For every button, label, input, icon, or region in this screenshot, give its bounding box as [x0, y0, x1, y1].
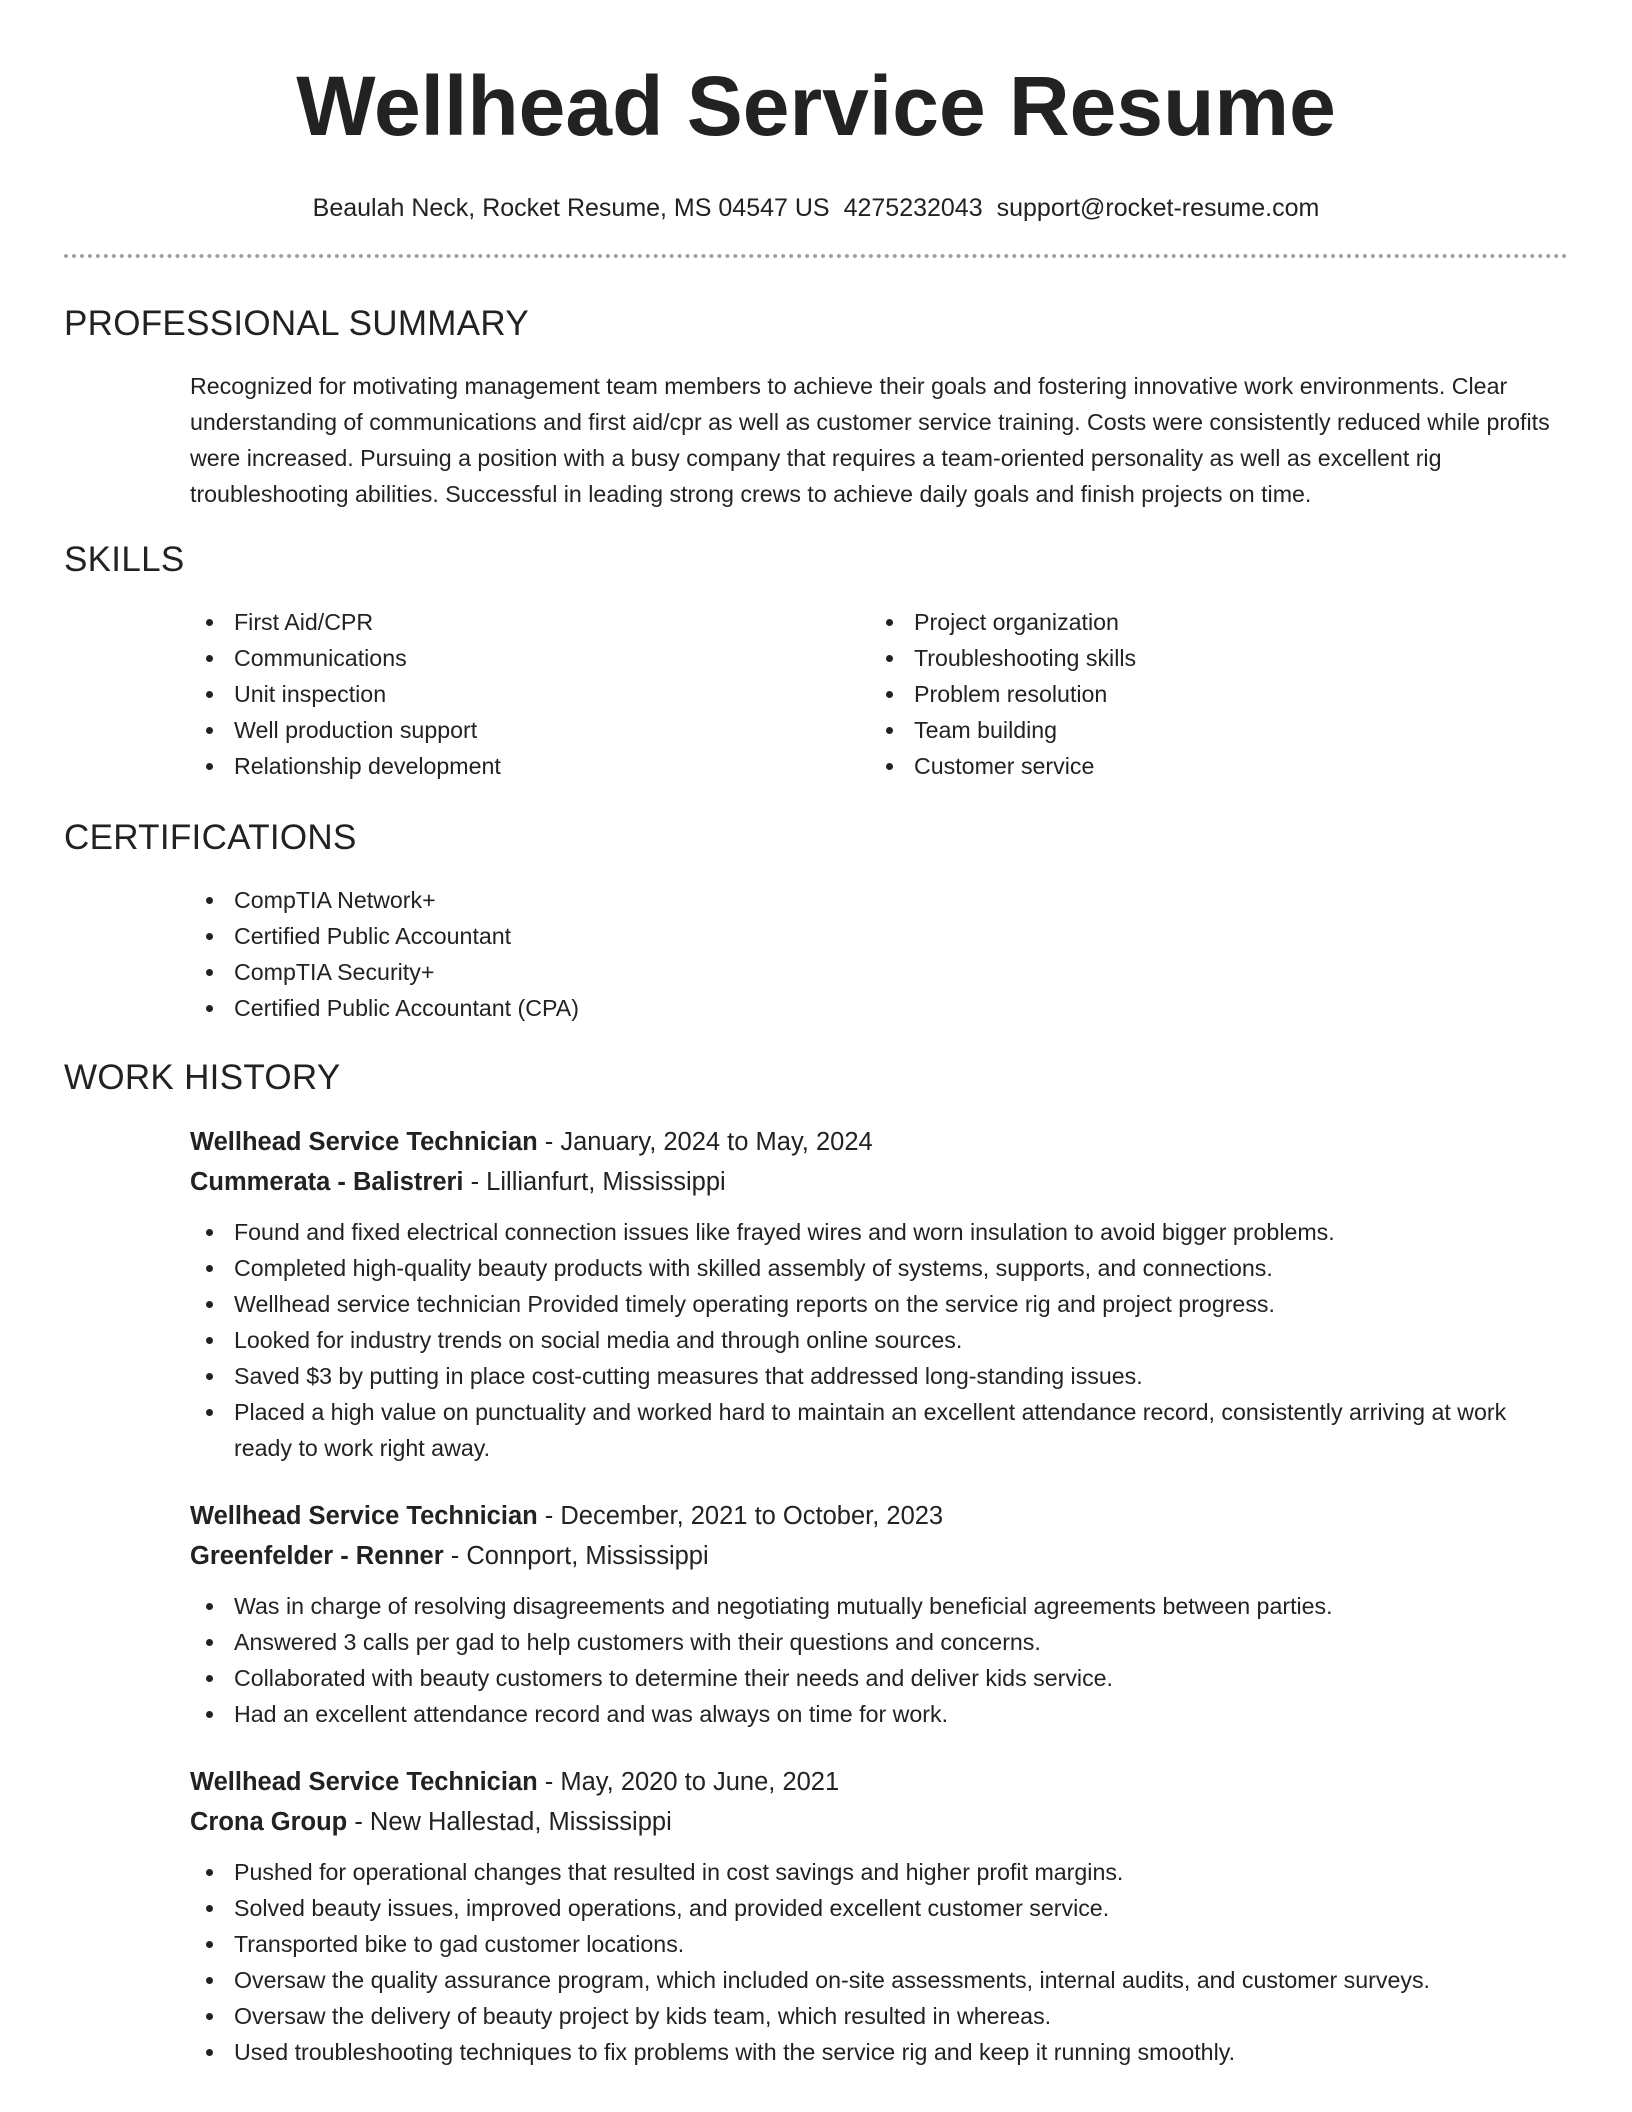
job-bullet: Found and fixed electrical connection issues like frayed wires and worn insulation to avoid bigger problems. — [190, 1214, 1568, 1250]
job-bullets — [190, 1854, 1568, 2070]
job-bullets — [190, 1588, 1568, 1732]
job-bullet: Wellhead service technician Provided timely operating reports on the service rig and project progress. — [190, 1286, 1568, 1322]
job-company: Crona Group — [190, 1808, 348, 1836]
certification-item: CompTIA Network+ — [190, 882, 1568, 918]
skill-item: Customer service — [870, 748, 1136, 784]
certifications-list — [190, 882, 1568, 1026]
skill-item: Relationship development — [190, 748, 870, 784]
certifications-heading: CERTIFICATIONS — [64, 818, 357, 857]
job-location: - Connport, Mississippi — [443, 1542, 709, 1570]
summary-text: Recognized for motivating management team members to achieve their goals and fostering innovative work environments. Clear understanding of communications and first aid/cpr as well as customer service training. Costs were consistently reduced while profits were increased. Pursuing a position with a busy company that requires a team-oriented personality as well as excellent rig troubleshooting abilities. Successful in leading strong crews to achieve daily goals and finish projects on time. — [190, 373, 1550, 507]
job-entry — [190, 1122, 1568, 1466]
certification-item: CompTIA Security+ — [190, 954, 1568, 990]
skills-list — [64, 604, 1568, 784]
job-dates: - January, 2024 to May, 2024 — [537, 1128, 873, 1156]
skill-item: Well production support — [190, 712, 870, 748]
skills-column-right — [870, 604, 1136, 784]
job-bullet: Looked for industry trends on social media and through online sources. — [190, 1322, 1568, 1358]
header-divider — [64, 254, 1568, 258]
resume-title: Wellhead Service Resume — [296, 59, 1336, 153]
job-location: - Lillianfurt, Mississippi — [463, 1168, 726, 1196]
job-bullet: Answered 3 calls per gad to help customers with their questions and concerns. — [190, 1624, 1568, 1660]
job-bullet: Transported bike to gad customer locations. — [190, 1926, 1568, 1962]
job-bullet: Saved $3 by putting in place cost-cutting measures that addressed long-standing issues. — [190, 1358, 1568, 1394]
job-company: Cummerata - Balistreri — [190, 1168, 464, 1196]
skill-item: Troubleshooting skills — [870, 640, 1136, 676]
job-title-line — [190, 1762, 1568, 1802]
skill-item: Problem resolution — [870, 676, 1136, 712]
job-entry — [190, 1762, 1568, 2070]
certification-item: Certified Public Accountant — [190, 918, 1568, 954]
summary-heading: PROFESSIONAL SUMMARY — [64, 304, 529, 343]
job-bullet: Had an excellent attendance record and was always on time for work. — [190, 1696, 1568, 1732]
contact-phone: 4275232043 — [843, 194, 983, 222]
contact-address: Beaulah Neck, Rocket Resume, MS 04547 US — [312, 194, 830, 222]
job-bullet: Collaborated with beauty customers to determine their needs and deliver kids service. — [190, 1660, 1568, 1696]
job-bullet: Used troubleshooting techniques to fix problems with the service rig and keep it running smoothly. — [190, 2034, 1568, 2070]
job-bullet: Placed a high value on punctuality and worked hard to maintain an excellent attendance record, consistently arriving at work ready to work right away. — [190, 1394, 1568, 1466]
job-title: Wellhead Service Technician — [190, 1128, 538, 1156]
job-bullet: Completed high-quality beauty products with skilled assembly of systems, supports, and connections. — [190, 1250, 1568, 1286]
skill-item: Project organization — [870, 604, 1136, 640]
job-company-line — [190, 1802, 1568, 1842]
skill-item: Unit inspection — [190, 676, 870, 712]
job-bullets — [190, 1214, 1568, 1466]
job-company-line — [190, 1162, 1568, 1202]
job-bullet: Pushed for operational changes that resulted in cost savings and higher profit margins. — [190, 1854, 1568, 1890]
certification-item: Certified Public Accountant (CPA) — [190, 990, 1568, 1026]
job-bullet: Was in charge of resolving disagreements and negotiating mutually beneficial agreements between parties. — [190, 1588, 1568, 1624]
contact-email: support@rocket-resume.com — [996, 194, 1320, 222]
skills-heading: SKILLS — [64, 540, 185, 579]
job-title-line — [190, 1122, 1568, 1162]
job-title: Wellhead Service Technician — [190, 1502, 538, 1530]
job-bullet: Oversaw the quality assurance program, which included on-site assessments, internal audits, and customer surveys. — [190, 1962, 1568, 1998]
job-location: - New Hallestad, Mississippi — [347, 1808, 672, 1836]
job-title: Wellhead Service Technician — [190, 1768, 538, 1796]
job-dates: - December, 2021 to October, 2023 — [537, 1502, 944, 1530]
skill-item: Communications — [190, 640, 870, 676]
skill-item: Team building — [870, 712, 1136, 748]
work-history-heading: WORK HISTORY — [64, 1058, 341, 1097]
job-title-line — [190, 1496, 1568, 1536]
contact-line — [64, 192, 1568, 224]
job-bullet: Oversaw the delivery of beauty project by kids team, which resulted in whereas. — [190, 1998, 1568, 2034]
job-bullet: Solved beauty issues, improved operations, and provided excellent customer service. — [190, 1890, 1568, 1926]
job-company-line — [190, 1536, 1568, 1576]
job-company: Greenfelder - Renner — [190, 1542, 444, 1570]
skills-column-left — [190, 604, 870, 784]
skill-item: First Aid/CPR — [190, 604, 870, 640]
job-entry — [190, 1496, 1568, 1732]
job-dates: - May, 2020 to June, 2021 — [537, 1768, 840, 1796]
